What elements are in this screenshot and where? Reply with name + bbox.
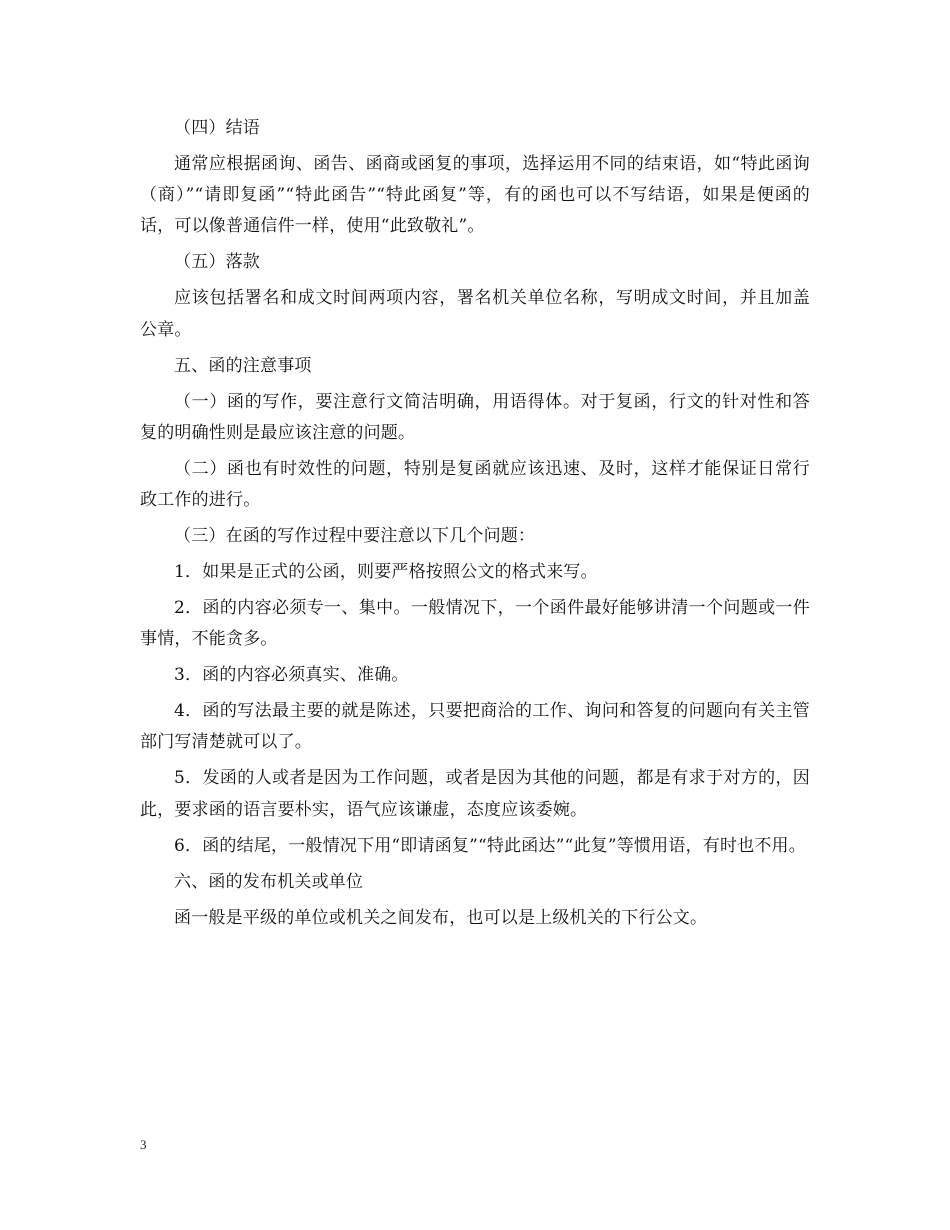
section-heading-conclusion: （四）结语 bbox=[174, 118, 260, 138]
section-heading-signature: （五）落款 bbox=[174, 252, 260, 273]
list-item-6: 6．函的结尾，一般情况下用“即请函复”“特此函达”“此复”等惯用语，有时也不用。 bbox=[174, 835, 806, 856]
paragraph-publisher-body: 函一般是平级的单位或机关之间发布，也可以是上级机关的下行公文。 bbox=[174, 907, 708, 928]
paragraph-note-2: （二）函也有时效性的问题，特别是复函就应该迅速、及时，这样才能保证日常行政工作的进行。 bbox=[140, 458, 810, 511]
paragraph-signature-body: 应该包括署名和成文时间两项内容，署名机关单位名称，写明成文时间，并且加盖公章。 bbox=[140, 288, 810, 340]
paragraph-note-3: （三）在函的写作过程中要注意以下几个问题： bbox=[174, 526, 536, 547]
list-item-5: 5．发函的人或者是因为工作问题，或者是因为其他的问题，都是有求于对方的，因此，要求函的语言要朴实，语气应该谦虚，态度应该委婉。 bbox=[140, 768, 810, 820]
page-number: 3 bbox=[140, 1137, 147, 1152]
list-item-4: 4．函的写法最主要的就是陈述，只要把商洽的工作、询问和答复的问题向有关主管部门写清楚就可以了。 bbox=[140, 701, 810, 753]
list-item-1: 1．如果是正式的公函，则要严格按照公文的格式来写。 bbox=[174, 562, 598, 583]
list-item-2: 2．函的内容必须专一、集中。一般情况下，一个函件最好能够讲清一个问题或一件事情，不能贪多。 bbox=[140, 598, 810, 650]
paragraph-note-1: （一）函的写作，要注意行文简洁明确，用语得体。对于复函，行文的针对性和答复的明确性则是最应该注意的问题。 bbox=[140, 391, 810, 443]
list-item-3: 3．函的内容必须真实、准确。 bbox=[174, 665, 409, 686]
document-body bbox=[140, 113, 810, 939]
paragraph-conclusion-body: 通常应根据函询、函告、函商或函复的事项，选择运用不同的结束语，如“特此函询（商）”“请即复函”“特此函告”“特此函复”等，有的函也可以不写结语，如果是便函的话，可以像普通信件一样，使用“此致敬礼”。 bbox=[140, 154, 810, 237]
section-heading-publisher: 六、函的发布机关或单位 bbox=[174, 871, 364, 892]
section-heading-notes: 五、函的注意事项 bbox=[174, 355, 312, 376]
